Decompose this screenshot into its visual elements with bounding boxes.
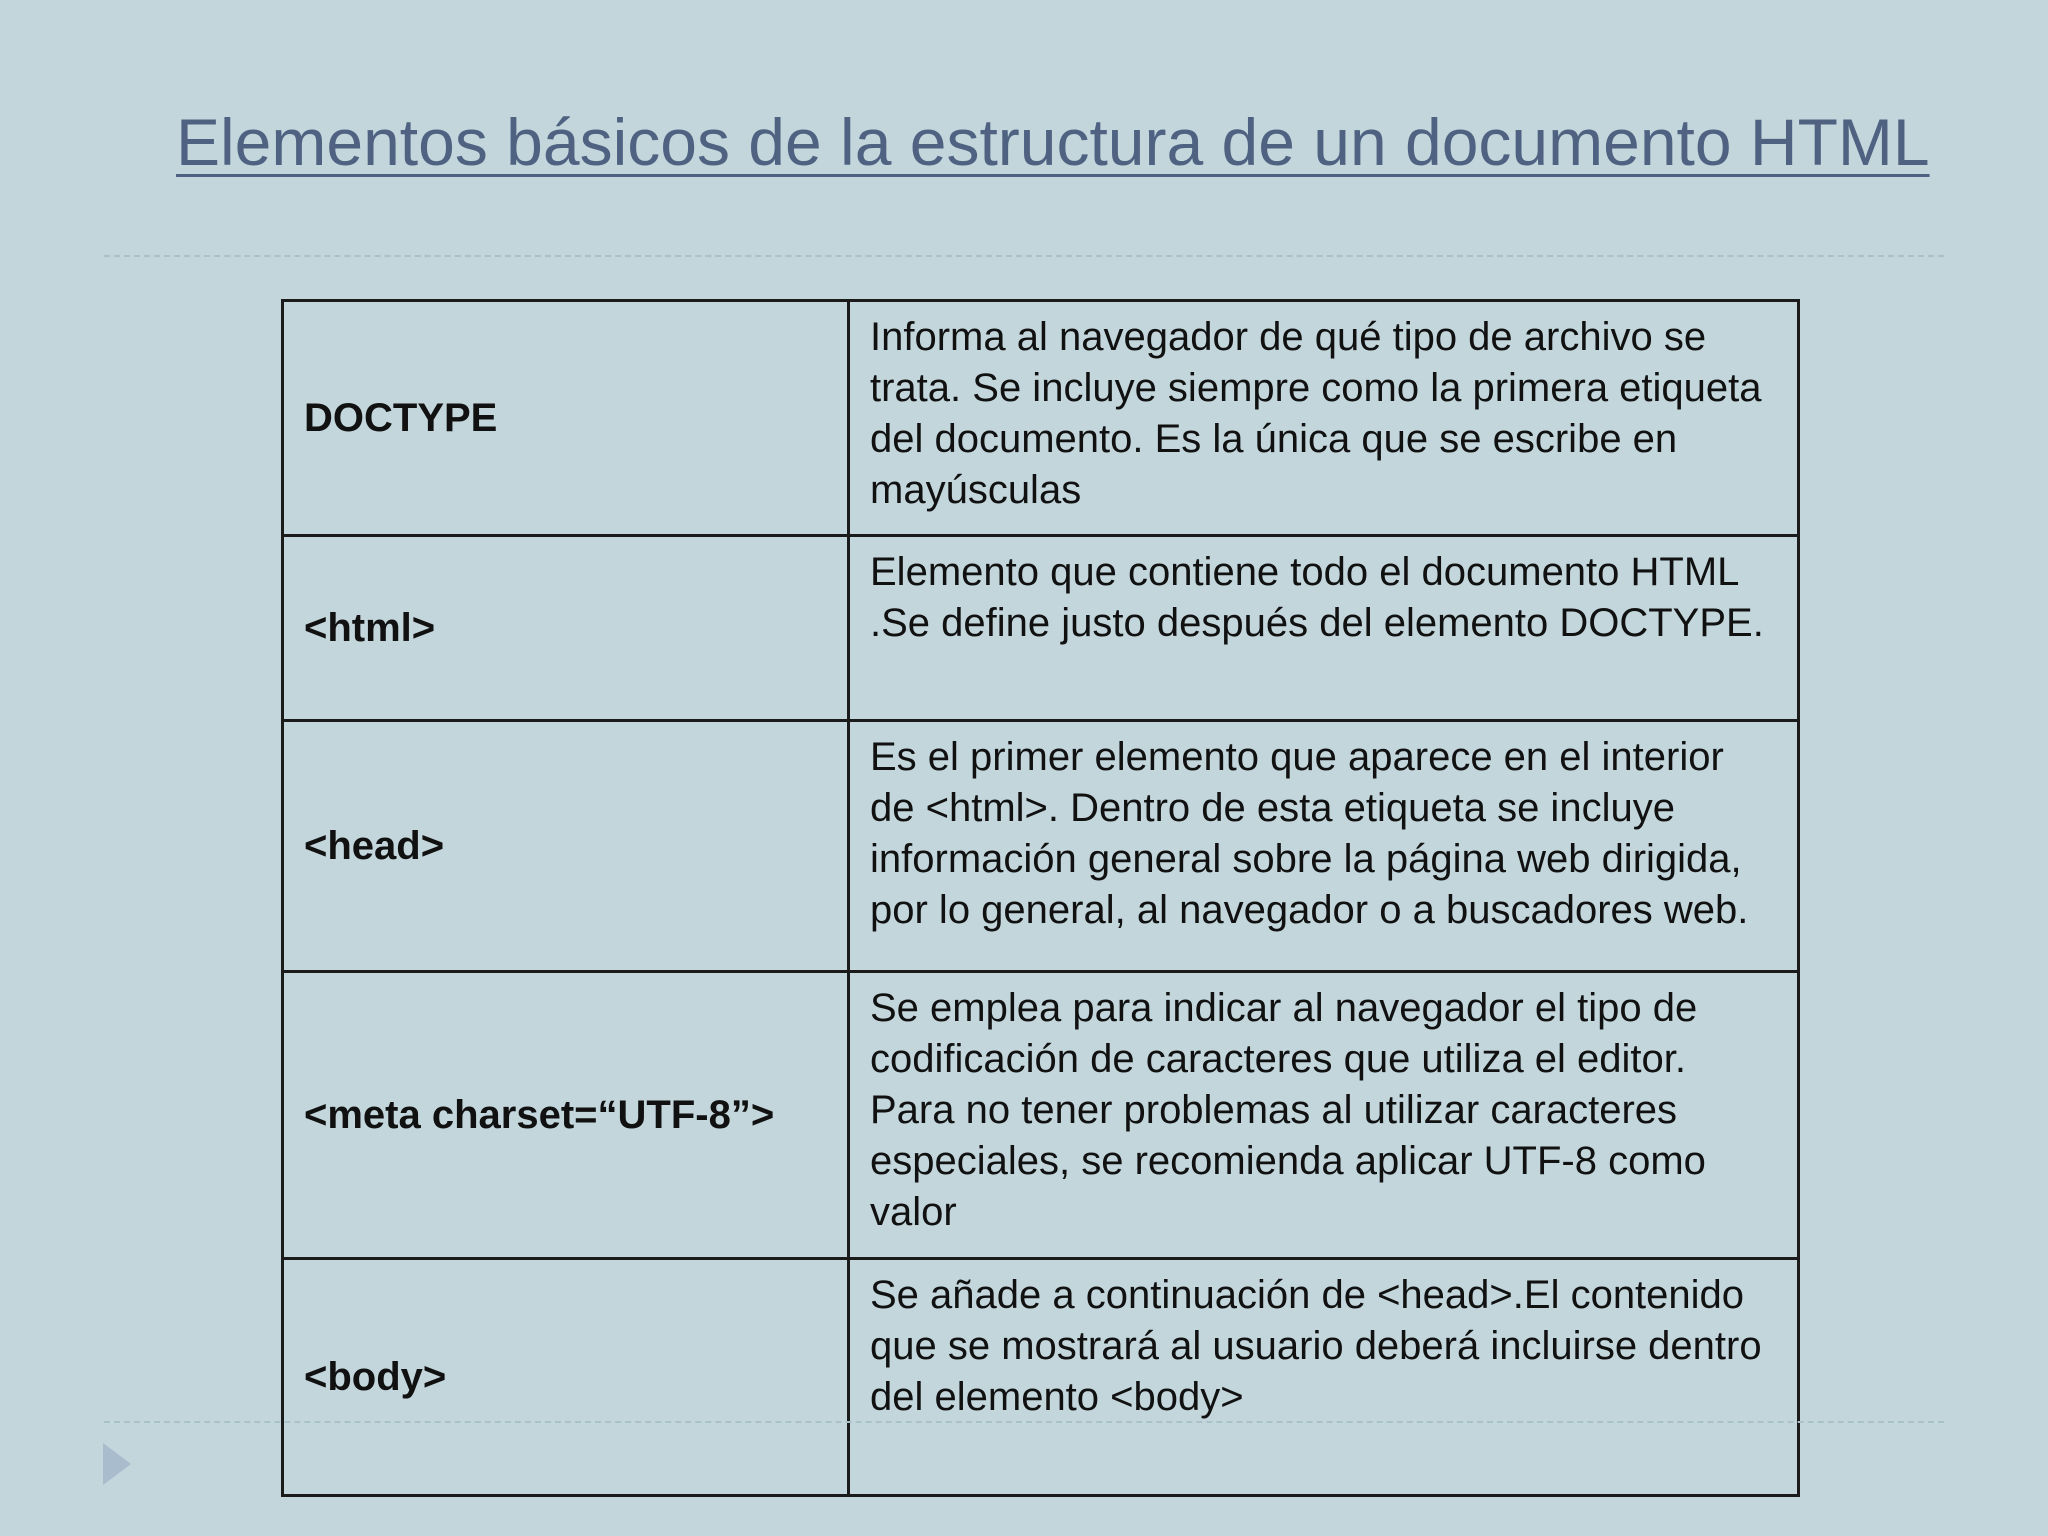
table-row — [283, 721, 1799, 972]
description-cell: Informa al navegador de qué tipo de archivo se trata. Se incluye siempre como la primera etiqueta del documento. Es la única que se escribe en mayúsculas — [849, 301, 1799, 536]
triangle-right-icon — [103, 1443, 131, 1485]
tag-cell: <body> — [283, 1259, 849, 1496]
table-row — [283, 301, 1799, 536]
tag-cell: DOCTYPE — [283, 301, 849, 536]
bottom-divider — [104, 1421, 1944, 1423]
description-cell: Es el primer elemento que aparece en el interior de <html>. Dentro de esta etiqueta se incluye información general sobre la página web dirigida, por lo general, al navegador o a buscadores web. — [849, 721, 1799, 972]
tag-cell: <head> — [283, 721, 849, 972]
tag-cell: <html> — [283, 536, 849, 721]
table-row — [283, 972, 1799, 1259]
html-elements-table — [281, 299, 1800, 1497]
description-cell: Se emplea para indicar al navegador el tipo de codificación de caracteres que utiliza el editor. Para no tener problemas al utilizar caracteres especiales, se recomienda aplicar UTF-8 como valor — [849, 972, 1799, 1259]
table-row — [283, 536, 1799, 721]
top-divider — [104, 255, 1944, 257]
table-row — [283, 1259, 1799, 1496]
tag-cell: <meta charset=“UTF-8”> — [283, 972, 849, 1259]
description-cell: Se añade a continuación de <head>.El contenido que se mostrará al usuario deberá incluirse dentro del elemento <body> — [849, 1259, 1799, 1496]
slide-title: Elementos básicos de la estructura de un documento HTML — [176, 105, 1930, 179]
description-cell: Elemento que contiene todo el documento HTML .Se define justo después del elemento DOCTYPE. — [849, 536, 1799, 721]
